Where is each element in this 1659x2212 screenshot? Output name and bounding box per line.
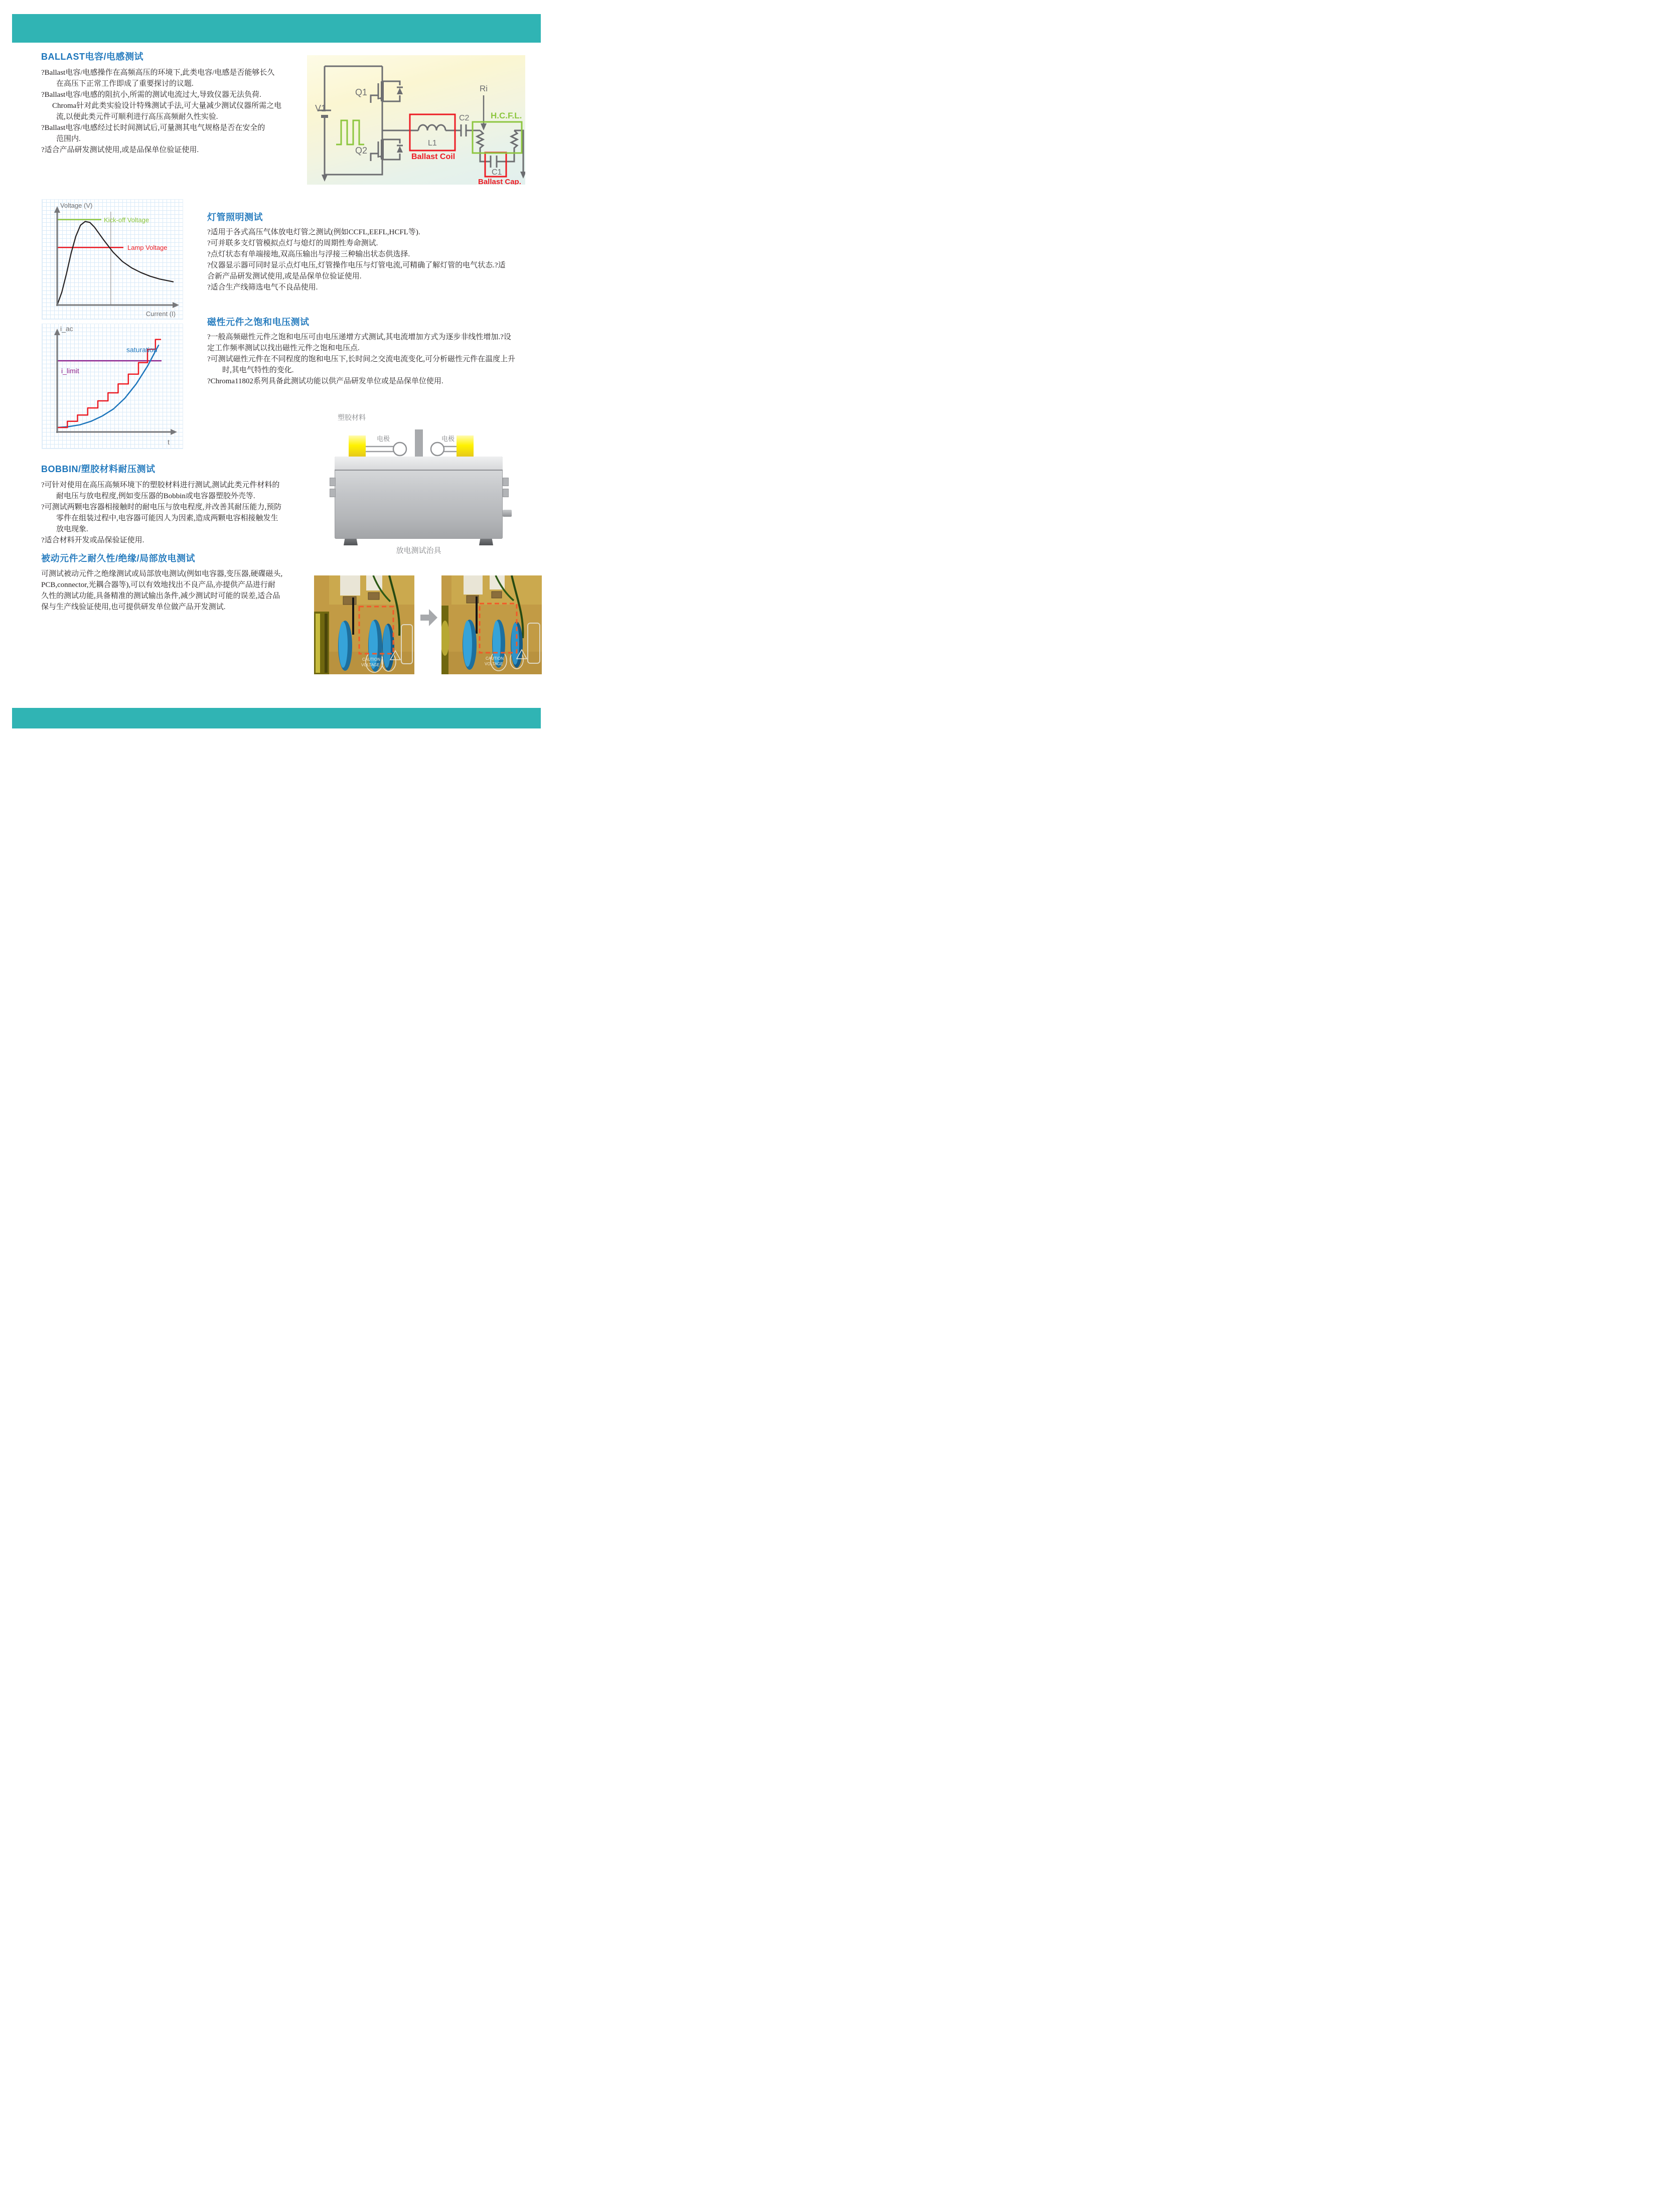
arrow-right-icon bbox=[420, 608, 438, 627]
fixture-tab bbox=[330, 489, 336, 497]
fixture-top-assembly bbox=[335, 429, 503, 458]
body-line: ?Ballast电容/电感的阻抗小,所需的测试电流过大,导致仪器无法负荷. bbox=[41, 91, 261, 99]
body-line: ?可测试两颗电容器相接触时的耐电压与放电程度,并改善其耐压能力,预防 bbox=[41, 503, 282, 511]
body-line: 零件在组装过程中,电容器可能因人为因素,造成两颗电容相接触发生 bbox=[56, 514, 278, 522]
chart1-ylabel: Voltage (V) bbox=[60, 202, 93, 209]
label-c2: C2 bbox=[459, 114, 470, 122]
circuit-schematic bbox=[307, 55, 525, 185]
fixture-knob bbox=[503, 510, 512, 517]
body-line: ?仪器显示器可同时显示点灯电压,灯管操作电压与灯管电流,可精确了解灯管的电气状态.?适 bbox=[207, 261, 506, 269]
body-line: 久性的测试功能,具备精准的测试输出条件,减少测试时可能的误差,适合品 bbox=[41, 592, 280, 600]
label-ballast-cap: Ballast Cap. bbox=[478, 178, 521, 185]
body-line: ?适合产品研发测试使用,或是品保单位验证使用. bbox=[41, 146, 199, 154]
pcb-photo-before bbox=[314, 575, 414, 674]
body-line: ?可并联多支灯管模拟点灯与熄灯的周期性寿命测试. bbox=[207, 239, 378, 247]
electrode-label-left: 电极 bbox=[377, 435, 390, 443]
lamp-vi-chart bbox=[42, 199, 183, 320]
body-line: ?可测试磁性元件在不同程度的饱和电压下,长时间之交流电流变化,可分析磁性元件在温度上升 bbox=[207, 355, 516, 363]
fixture-lid bbox=[335, 457, 503, 471]
section-title-passive: 被动元件之耐久性/绝缘/局部放电测试 bbox=[41, 553, 196, 563]
fixture-leg bbox=[344, 539, 358, 545]
section-title-ballast: BALLAST电容/电感测试 bbox=[41, 52, 143, 62]
silkscreen-voltage: VOLTAGE bbox=[361, 663, 380, 667]
section-title-magnetic: 磁性元件之饱和电压测试 bbox=[207, 317, 310, 327]
ilimit-label: i_limit bbox=[61, 367, 79, 375]
discharge-fixture-figure bbox=[335, 412, 507, 558]
body-line: 保与生产线验证使用,也可提供研发单位做产品开发测试. bbox=[41, 603, 226, 611]
section-title-lamp: 灯管照明测试 bbox=[207, 212, 263, 222]
body-line: ?可针对使用在高压高频环境下的塑胶材料进行测试,测试此类元件材料的 bbox=[41, 481, 280, 489]
electrode-label-right: 电极 bbox=[441, 435, 455, 443]
plastic-sample-left bbox=[349, 435, 366, 458]
fixture-tab bbox=[503, 478, 509, 486]
plastic-sample-right bbox=[457, 435, 474, 458]
body-line: 定工作频率测试以找出磁性元件之饱和电压点. bbox=[207, 344, 360, 352]
body-line: 流,以便此类元件可顺利进行高压高频耐久性实验. bbox=[56, 113, 218, 121]
lamp-voltage-label: Lamp Voltage bbox=[127, 244, 168, 251]
label-q1: Q1 bbox=[355, 87, 368, 97]
section-body-lamp bbox=[207, 227, 533, 293]
catalog-page bbox=[0, 0, 553, 738]
body-line: 可测试被动元件之绝缘测试或局部放电测试(例如电容器,变压器,硬碟磁头, bbox=[41, 570, 283, 578]
body-line: 在高压下正常工作即成了重要探讨的议题. bbox=[56, 80, 194, 88]
body-line: ?适合生产线筛选电气不良品使用. bbox=[207, 283, 318, 291]
body-line: 时,其电气特性的变化. bbox=[222, 366, 294, 374]
body-line: ?Ballast电容/电感操作在高频高压的环境下,此类电容/电感是否能够长久 bbox=[41, 69, 275, 77]
body-line: 合新产品研发测试使用,或是品保单位验证使用. bbox=[207, 272, 362, 280]
label-l1: L1 bbox=[428, 139, 437, 148]
fixture-caption: 放电测试治具 bbox=[396, 546, 441, 555]
section-body-magnetic bbox=[207, 332, 536, 387]
body-line: ?适合材料开发或品保验证使用. bbox=[41, 536, 144, 544]
label-ri: Ri bbox=[480, 84, 488, 93]
center-post bbox=[415, 429, 423, 458]
label-ballast-coil: Ballast Coil bbox=[411, 153, 456, 161]
fixture-leg bbox=[479, 539, 493, 545]
body-line: ?适用于各式高压气体放电灯管之测试(例如CCFL,EEFL,HCFL等). bbox=[207, 228, 420, 236]
chart1-xlabel: Current (I) bbox=[145, 310, 176, 318]
silkscreen-caution: CAUTION bbox=[362, 657, 380, 662]
body-line: 放电现象. bbox=[56, 525, 88, 533]
body-line: Chroma针对此类实验设计特殊测试手法,可大量减少测试仪器所需之电 bbox=[52, 102, 282, 110]
fixture-tab bbox=[330, 478, 336, 486]
label-hcfl: H.C.F.L. bbox=[491, 111, 522, 120]
body-line: ?Ballast电容/电感经过长时间测试后,可量测其电气规格是否在安全的 bbox=[41, 124, 265, 132]
label-v1: V1 bbox=[315, 103, 327, 113]
body-line: ?Chroma11802系列具备此测试功能以供产品研发单位或是品保单位使用. bbox=[207, 377, 443, 385]
label-q2: Q2 bbox=[355, 145, 368, 156]
fixture-tab bbox=[503, 489, 509, 497]
pulse-waveform bbox=[336, 120, 364, 144]
electrode-ball-right bbox=[431, 443, 444, 456]
section-body-passive bbox=[41, 568, 289, 613]
body-line: ?一般高频磁性元件之饱和电压可由电压递增方式测试,其电流增加方式为逐步非线性增加.?设 bbox=[207, 333, 511, 341]
ballast-circuit-diagram bbox=[307, 55, 525, 185]
section-title-bobbin: BOBBIN/塑胶材料耐压测试 bbox=[41, 464, 156, 474]
pcb-photo-after bbox=[441, 575, 542, 674]
section-body-bobbin bbox=[41, 480, 287, 546]
top-rule-bar bbox=[12, 14, 541, 43]
body-line: 范围内. bbox=[56, 135, 81, 143]
label-c1: C1 bbox=[492, 168, 502, 177]
body-line: ?点灯状态有单端接地,双高压输出与浮接三种输出状态供选择. bbox=[207, 250, 410, 258]
plastic-material-label: 塑胶材料 bbox=[338, 413, 366, 421]
body-line: PCB,connector,光耦合器等),可以有效地找出不良产品,亦提供产品进行耐 bbox=[41, 581, 275, 589]
bottom-rule-bar bbox=[12, 708, 541, 728]
kickoff-voltage-label: Kick-off Voltage bbox=[104, 216, 149, 224]
silkscreen-caution: CAUTION bbox=[486, 656, 504, 661]
saturation-label: saturation bbox=[126, 346, 158, 354]
saturation-chart bbox=[42, 324, 183, 449]
chart2-xlabel: t bbox=[168, 438, 170, 446]
section-body-ballast bbox=[41, 67, 287, 156]
electrode-ball-left bbox=[393, 443, 406, 456]
chart2-ylabel: i_ac bbox=[60, 325, 73, 333]
body-line: 耐电压与放电程度,例如变压器的Bobbin或电容器塑胶外壳等. bbox=[56, 492, 255, 500]
silkscreen-voltage: VOLTAGE bbox=[485, 662, 503, 666]
